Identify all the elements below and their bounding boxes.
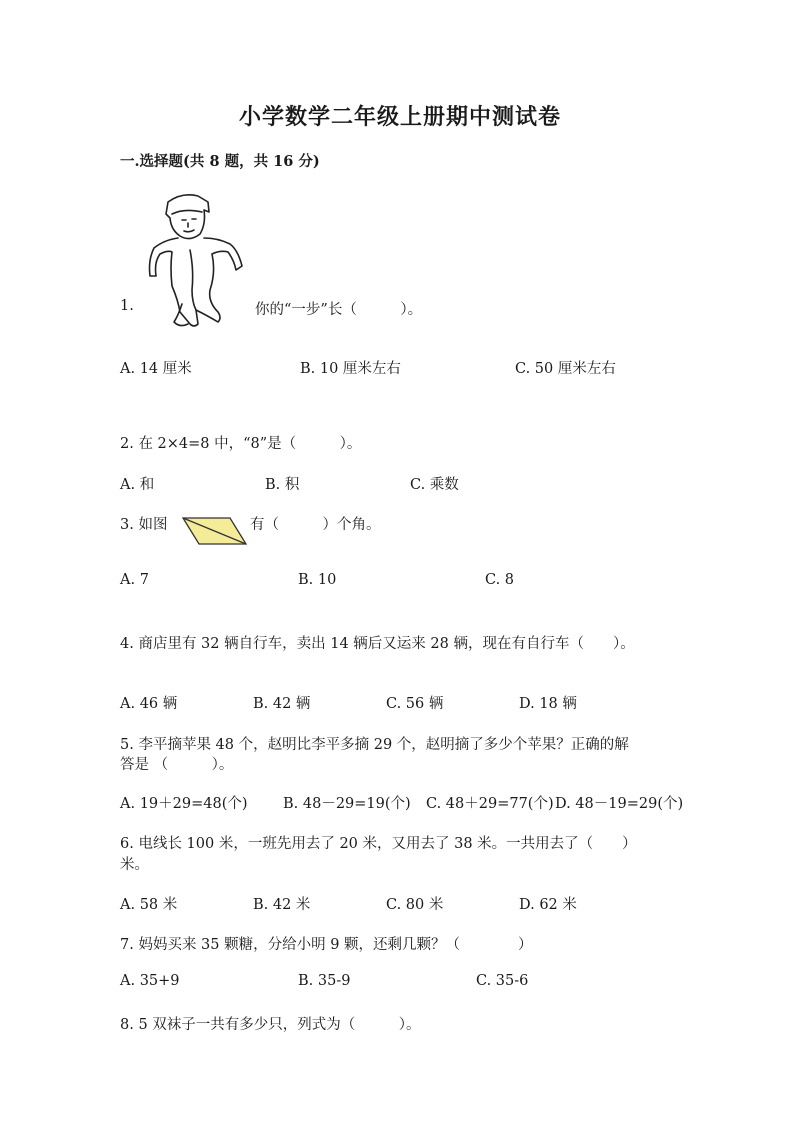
question-3-tail: 有（ ）个角。 (250, 517, 381, 533)
question-5-line-2: 答是 （ ）。 (120, 757, 234, 773)
question-5-option-c[interactable]: C. 48＋29=77(个) (426, 796, 554, 812)
parallelogram-figure (182, 515, 248, 547)
question-6-option-c[interactable]: C. 80 米 (386, 897, 444, 913)
section-heading: 一.选择题(共 8 题，共 16 分) (120, 153, 320, 170)
question-1-option-b[interactable]: B. 10 厘米左右 (300, 361, 401, 377)
question-4-option-b[interactable]: B. 42 辆 (253, 696, 311, 712)
question-4-text: 4. 商店里有 32 辆自行车，卖出 14 辆后又运来 28 辆，现在有自行车（ ）。 (120, 636, 635, 652)
question-4-option-d[interactable]: D. 18 辆 (519, 696, 577, 712)
question-2-option-c[interactable]: C. 乘数 (410, 477, 459, 493)
question-7-option-b[interactable]: B. 35-9 (298, 973, 351, 989)
question-2-option-b[interactable]: B. 积 (265, 477, 300, 493)
question-6-line-1: 6. 电线长 100 米，一班先用去了 20 米，又用去了 38 米。一共用去了（ ） (120, 836, 637, 852)
question-2-option-a[interactable]: A. 和 (120, 477, 155, 493)
question-6-option-b[interactable]: B. 42 米 (253, 897, 311, 913)
question-5-line-1: 5. 李平摘苹果 48 个，赵明比李平多摘 29 个，赵明摘了多少个苹果？正确的解 (120, 737, 629, 753)
question-3-option-b[interactable]: B. 10 (298, 572, 337, 588)
question-8-text: 8. 5 双袜子一共有多少只，列式为（ ）。 (120, 1017, 421, 1033)
question-1-text: 你的“一步”长（ ）。 (255, 302, 423, 318)
question-5-option-b[interactable]: B. 48－29=19(个) (283, 796, 411, 812)
question-1-option-a[interactable]: A. 14 厘米 (120, 361, 192, 377)
question-7-option-c[interactable]: C. 35-6 (476, 973, 529, 989)
question-5-option-d[interactable]: D. 48－19=29(个) (555, 796, 684, 812)
question-1-number: 1. (120, 298, 134, 314)
question-6-line-2: 米。 (120, 857, 149, 873)
question-3-option-a[interactable]: A. 7 (120, 572, 149, 588)
question-4-option-a[interactable]: A. 46 辆 (120, 696, 178, 712)
question-6-option-a[interactable]: A. 58 米 (120, 897, 178, 913)
question-7-option-a[interactable]: A. 35+9 (120, 973, 180, 989)
question-2-text: 2. 在 2×4=8 中，“8”是（ ）。 (120, 436, 362, 452)
question-4-option-c[interactable]: C. 56 辆 (386, 696, 444, 712)
page-title: 小学数学二年级上册期中测试卷 (238, 104, 561, 130)
question-6-option-d[interactable]: D. 62 米 (519, 897, 577, 913)
question-3-lead: 3. 如图 (120, 517, 168, 533)
question-1-option-c[interactable]: C. 50 厘米左右 (515, 361, 616, 377)
walking-person-figure (138, 190, 248, 335)
question-7-text: 7. 妈妈买来 35 颗糖，分给小明 9 颗，还剩几颗？（ ） (120, 937, 533, 953)
question-5-option-a[interactable]: A. 19＋29=48(个) (120, 796, 248, 812)
question-3-option-c[interactable]: C. 8 (485, 572, 515, 588)
